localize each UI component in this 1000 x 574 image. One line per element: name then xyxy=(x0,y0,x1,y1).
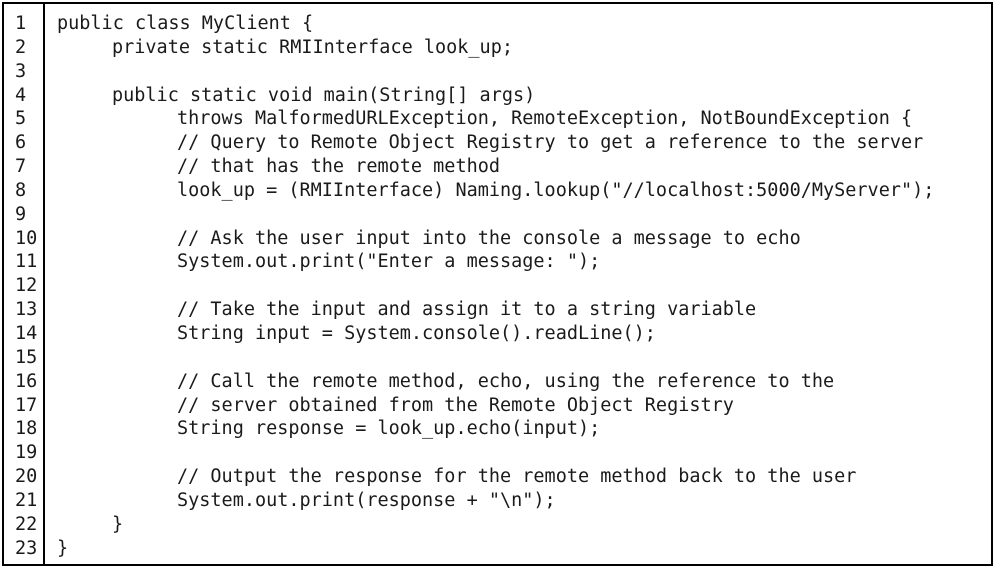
code-line-row xyxy=(4,537,991,561)
line-number: 12 xyxy=(15,275,38,297)
code-text: // that has the remote method xyxy=(177,156,501,178)
code-text xyxy=(45,346,991,370)
code-line-row xyxy=(4,513,991,537)
code-line-row xyxy=(4,155,991,179)
line-number: 7 xyxy=(15,156,27,178)
line-number: 19 xyxy=(15,442,38,464)
line-number: 1 xyxy=(15,13,27,34)
code-listing-frame xyxy=(2,2,993,566)
code-text: // server obtained from the Remote Object Registry xyxy=(177,394,734,416)
code-listing-body xyxy=(4,4,991,564)
code-line-row xyxy=(4,298,991,322)
code-text: System.out.print("Enter a message: "); xyxy=(177,251,601,273)
line-number: 11 xyxy=(15,251,38,273)
code-text: } xyxy=(112,513,124,535)
code-line-row xyxy=(4,322,991,346)
line-number: 10 xyxy=(15,227,38,249)
code-line-row xyxy=(4,250,991,274)
line-number: 21 xyxy=(15,489,38,511)
code-line-row xyxy=(4,465,991,489)
code-text: String input = System.console().readLine(); xyxy=(177,322,656,344)
line-number: 6 xyxy=(15,132,27,154)
code-line-row xyxy=(4,131,991,155)
code-text: look_up = (RMIInterface) Naming.lookup("//localhost:5000/MyServer"); xyxy=(177,179,935,201)
code-text: String response = look_up.echo(input); xyxy=(177,418,601,440)
code-line-row xyxy=(4,36,991,60)
code-text: // Take the input and assign it to a string variable xyxy=(177,299,757,321)
code-line-row xyxy=(4,346,991,370)
line-number: 14 xyxy=(15,322,38,344)
code-line-row xyxy=(4,394,991,418)
code-text: } xyxy=(57,537,69,559)
line-number: 8 xyxy=(15,179,27,201)
code-text: public class MyClient { xyxy=(57,13,314,34)
code-line-row xyxy=(4,12,991,36)
code-text: throws MalformedURLException, RemoteException, NotBoundException { xyxy=(177,108,913,130)
line-number: 16 xyxy=(15,370,38,392)
code-text xyxy=(45,274,991,298)
code-text: // Ask the user input into the console a message to echo xyxy=(177,227,801,249)
code-line-row xyxy=(4,441,991,465)
line-number: 13 xyxy=(15,299,38,321)
code-line-row xyxy=(4,417,991,441)
line-number: 23 xyxy=(15,537,38,559)
code-line-row xyxy=(4,227,991,251)
line-number: 15 xyxy=(15,346,38,368)
code-line-row xyxy=(4,84,991,108)
line-number: 17 xyxy=(15,394,38,416)
line-number: 2 xyxy=(15,36,27,58)
code-text: // Query to Remote Object Registry to get a reference to the server xyxy=(177,132,924,154)
code-line-row xyxy=(4,179,991,203)
line-number: 22 xyxy=(15,513,38,535)
code-line-row xyxy=(4,274,991,298)
code-line-row xyxy=(4,370,991,394)
line-number: 9 xyxy=(15,203,27,225)
line-number: 20 xyxy=(15,466,38,488)
line-number: 3 xyxy=(15,60,27,82)
line-number: 4 xyxy=(15,84,27,106)
gutter-divider xyxy=(43,4,45,564)
code-text: private static RMIInterface look_up; xyxy=(112,36,513,58)
code-text: // Output the response for the remote method back to the user xyxy=(177,466,857,488)
code-text: public static void main(String[] args) xyxy=(112,84,536,106)
code-line-row xyxy=(4,60,991,84)
code-text xyxy=(45,203,991,227)
line-number: 5 xyxy=(15,108,27,130)
code-line-row xyxy=(4,203,991,227)
code-text: System.out.print(response + "\n"); xyxy=(177,489,556,511)
code-text: // Call the remote method, echo, using the reference to the xyxy=(177,370,835,392)
line-number: 18 xyxy=(15,418,38,440)
code-line-row xyxy=(4,489,991,513)
code-line-row xyxy=(4,107,991,131)
code-text xyxy=(45,60,991,84)
code-text xyxy=(45,441,991,465)
